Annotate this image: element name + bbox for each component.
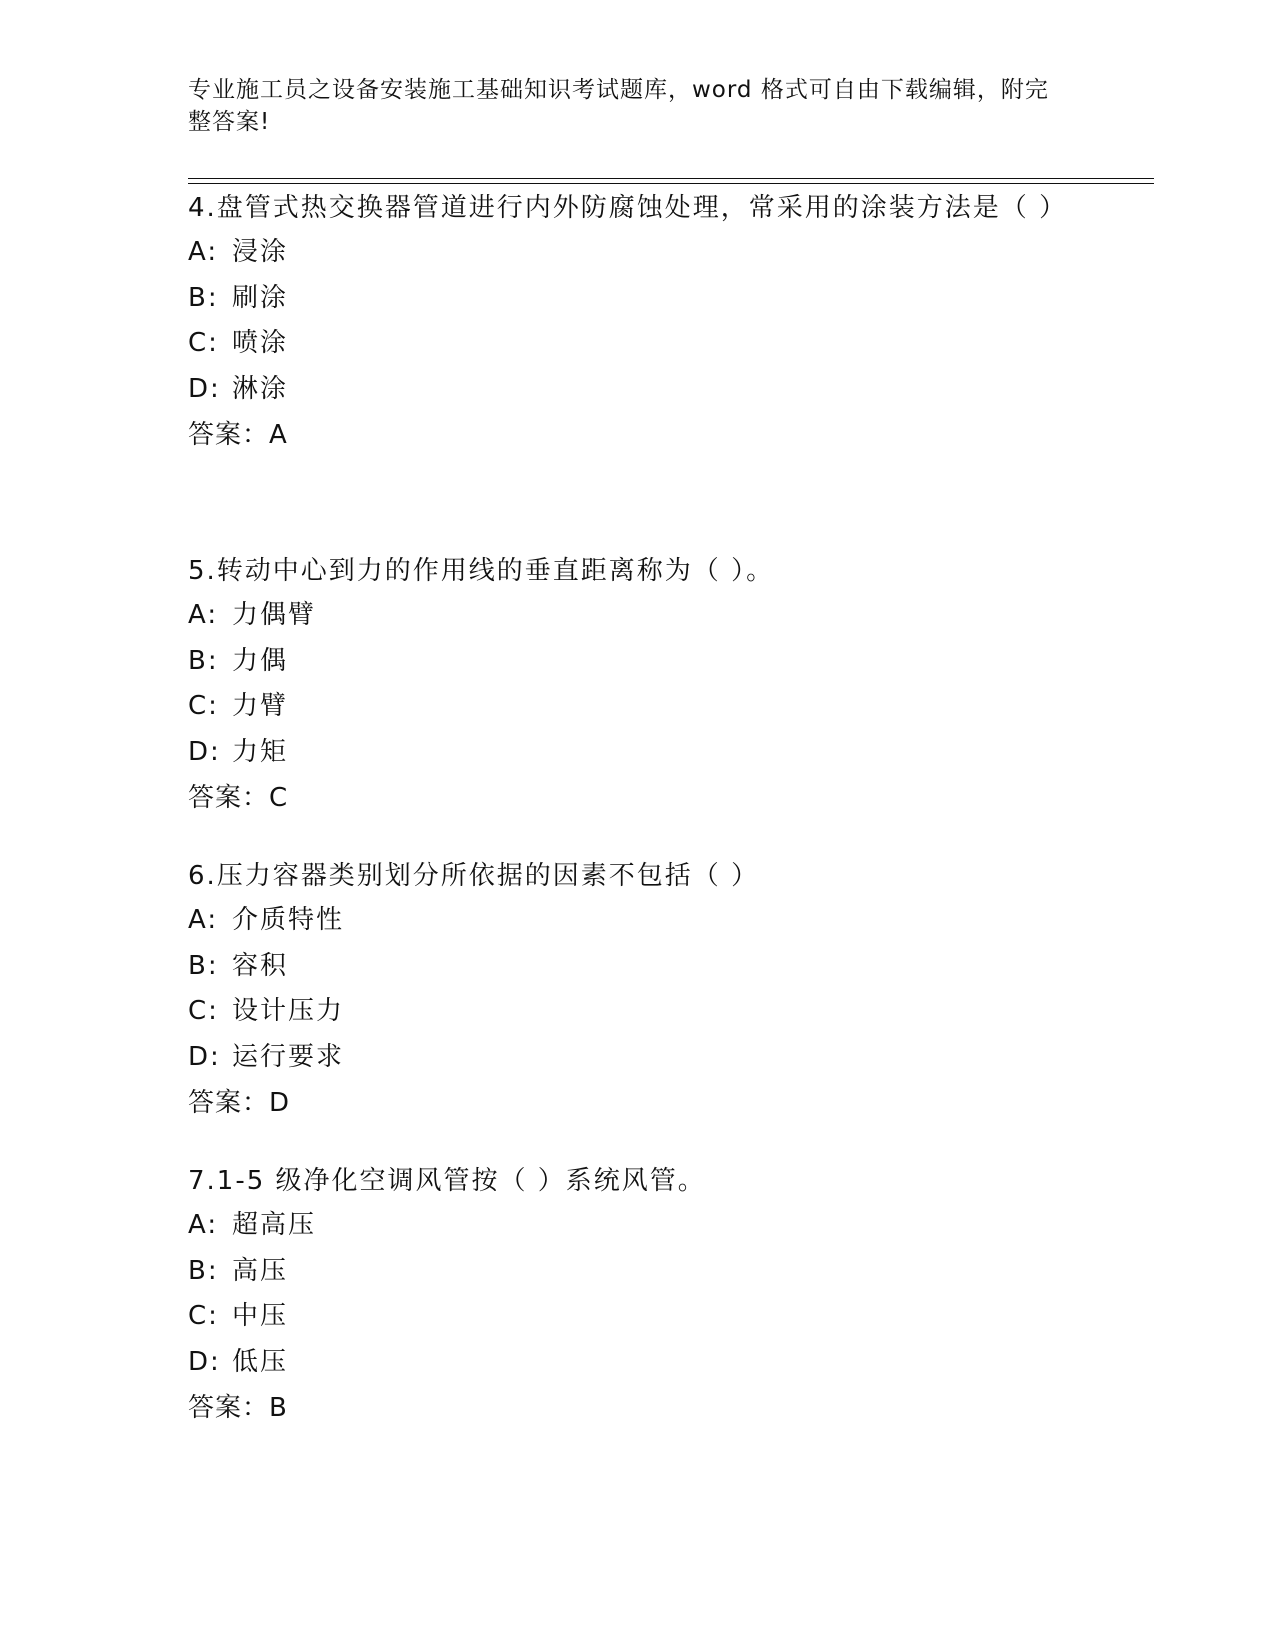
- option-key: D:: [188, 373, 221, 404]
- option-text: 设计压力: [232, 996, 345, 1026]
- option-key: D:: [188, 1041, 221, 1072]
- option-text: 中压: [232, 1301, 289, 1331]
- option-c: [188, 1294, 1068, 1340]
- option-text: 喷涂: [232, 328, 289, 358]
- option-key: D:: [188, 736, 221, 767]
- option-b: [188, 639, 1068, 685]
- answer-line: [188, 1080, 1068, 1126]
- option-key: C:: [188, 691, 219, 721]
- option-text: 低压: [232, 1346, 289, 1377]
- answer-line: [188, 775, 1068, 821]
- document-header: 专业施工员之设备安装施工基础知识考试题库，word 格式可自由下载编辑，附完整答案!: [188, 77, 1049, 135]
- option-a: [188, 1203, 1068, 1249]
- option-text: 介质特性: [232, 905, 345, 935]
- option-c: [188, 321, 1068, 367]
- option-c: [188, 684, 1068, 730]
- option-text: 力矩: [232, 736, 289, 767]
- answer-label: 答案：: [188, 1088, 270, 1118]
- option-key: A:: [188, 237, 219, 267]
- option-d: [188, 1035, 1068, 1081]
- option-text: 淋涂: [232, 373, 289, 404]
- option-key: D:: [188, 1346, 221, 1377]
- header-divider-top: [188, 178, 1154, 179]
- option-text: 超高压: [232, 1210, 317, 1240]
- question-stem: 7.1-5 级净化空调风管按（ ）系统风管。: [188, 1166, 706, 1196]
- option-b: [188, 944, 1068, 990]
- option-text: 力偶: [232, 645, 289, 676]
- answer-label: 答案：: [188, 420, 270, 450]
- question-5: [188, 549, 1068, 821]
- option-key: A:: [188, 1210, 219, 1240]
- option-key: B:: [188, 1255, 219, 1286]
- option-text: 运行要求: [232, 1041, 345, 1072]
- option-key: B:: [188, 282, 219, 313]
- answer-line: [188, 1385, 1068, 1431]
- question-stem: 4.盘管式热交换器管道进行内外防腐蚀处理，常采用的涂装方法是（ ）: [188, 193, 1068, 223]
- option-c: [188, 989, 1068, 1035]
- answer-line: [188, 412, 1068, 458]
- option-key: B:: [188, 645, 219, 676]
- question-stem: 6.压力容器类别划分所依据的因素不包括（ ）: [188, 861, 760, 891]
- option-text: 浸涂: [232, 237, 289, 267]
- option-a: [188, 230, 1068, 276]
- option-d: [188, 367, 1068, 413]
- option-text: 容积: [232, 950, 289, 981]
- answer-value: C: [269, 783, 289, 813]
- question-4: [188, 186, 1068, 458]
- option-key: A:: [188, 905, 219, 935]
- option-b: [188, 1249, 1068, 1295]
- option-key: C:: [188, 1301, 219, 1331]
- answer-value: B: [269, 1393, 288, 1423]
- option-a: [188, 593, 1068, 639]
- option-key: C:: [188, 328, 219, 358]
- option-key: B:: [188, 950, 219, 981]
- option-text: 力臂: [232, 691, 289, 721]
- option-text: 高压: [232, 1255, 289, 1286]
- option-b: [188, 276, 1068, 322]
- option-a: [188, 898, 1068, 944]
- header-divider-bottom: [188, 183, 1154, 184]
- option-key: C:: [188, 996, 219, 1026]
- question-stem: 5.转动中心到力的作用线的垂直距离称为（ ）。: [188, 556, 775, 586]
- option-d: [188, 1340, 1068, 1386]
- question-7: [188, 1159, 1068, 1431]
- option-d: [188, 730, 1068, 776]
- option-text: 力偶臂: [232, 600, 317, 630]
- answer-value: D: [269, 1088, 291, 1118]
- question-6: [188, 854, 1068, 1126]
- option-key: A:: [188, 600, 219, 630]
- answer-label: 答案：: [188, 783, 270, 813]
- option-text: 刷涂: [232, 282, 289, 313]
- answer-label: 答案：: [188, 1393, 270, 1423]
- answer-value: A: [269, 420, 288, 450]
